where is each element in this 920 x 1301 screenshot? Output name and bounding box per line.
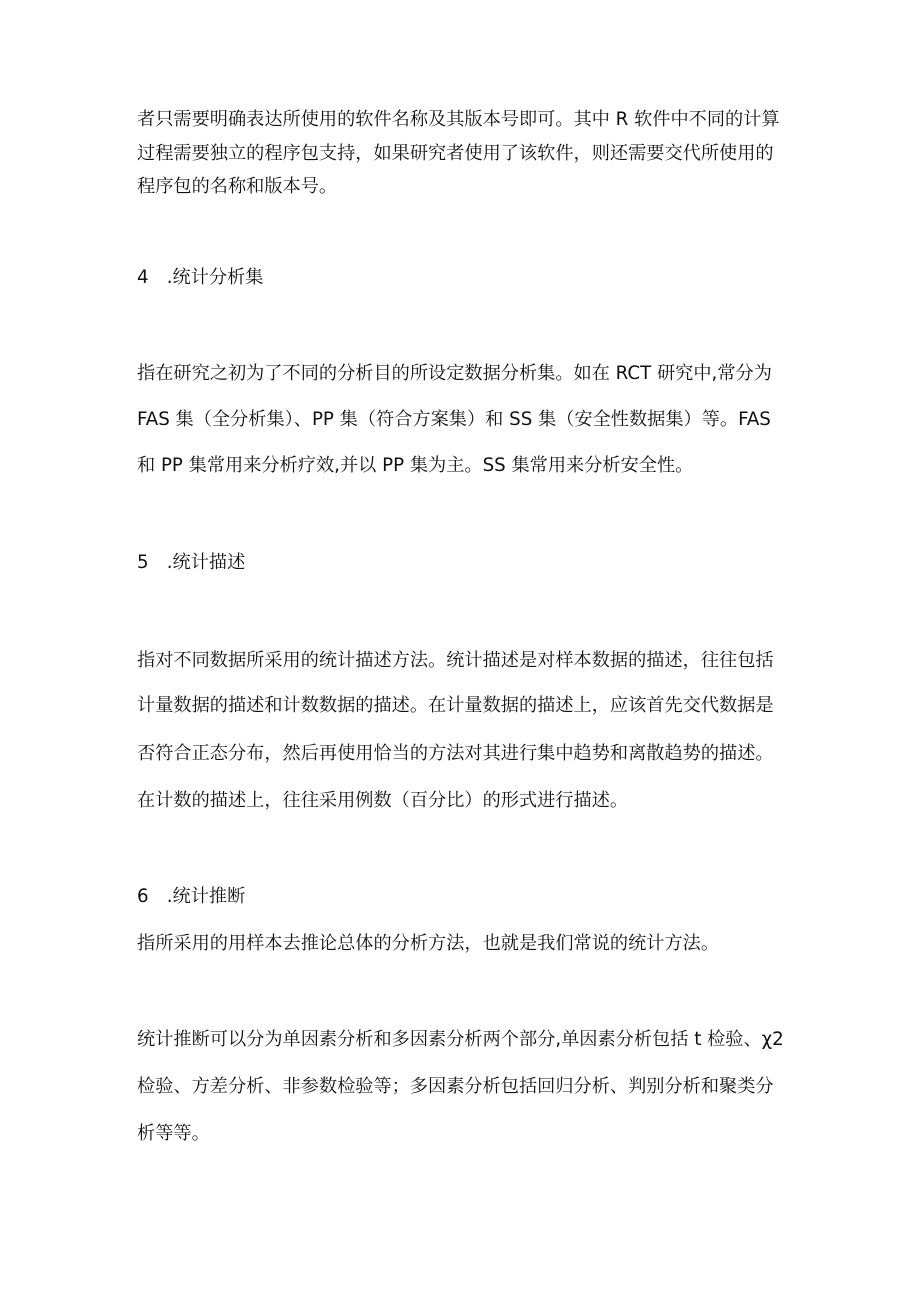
heading-statistical-inference: 6 .统计推断 bbox=[137, 886, 246, 907]
paragraph-analysis-set-line-3: 和 PP 集常用来分析疗效,并以 PP 集为主。SS 集常用来分析安全性。 bbox=[137, 455, 694, 476]
paragraph-analysis-set-line-2: FAS 集（全分析集）、PP 集（符合方案集）和 SS 集（安全性数据集）等。FAS bbox=[137, 409, 771, 430]
paragraph-software-line-2: 过程需要独立的程序包支持，如果研究者使用了该软件，则还需要交代所使用的 bbox=[137, 143, 774, 164]
paragraph-inference-methods-line-2: 检验、方差分析、非参数检验等；多因素分析包括回归分析、判别分析和聚类分 bbox=[137, 1076, 774, 1097]
paragraph-inference-methods-line-3: 析等等。 bbox=[137, 1123, 210, 1144]
paragraph-inference-methods-line-1: 统计推断可以分为单因素分析和多因素分析两个部分,单因素分析包括 t 检验、χ2 bbox=[137, 1029, 784, 1050]
paragraph-description-line-4: 在计数的描述上，往往采用例数（百分比）的形式进行描述。 bbox=[137, 790, 629, 811]
paragraph-software-line-3: 程序包的名称和版本号。 bbox=[137, 176, 338, 197]
paragraph-description-line-2: 计量数据的描述和计数数据的描述。在计量数据的描述上，应该首先交代数据是 bbox=[137, 695, 774, 716]
paragraph-description-line-3: 否符合正态分布，然后再使用恰当的方法对其进行集中趋势和离散趋势的描述。 bbox=[137, 743, 774, 764]
paragraph-description-line-1: 指对不同数据所采用的统计描述方法。统计描述是对样本数据的描述，往往包括 bbox=[137, 650, 774, 671]
heading-statistical-description: 5 .统计描述 bbox=[137, 552, 246, 573]
heading-analysis-set: 4 .统计分析集 bbox=[137, 267, 264, 288]
paragraph-inference-line-1: 指所采用的用样本去推论总体的分析方法，也就是我们常说的统计方法。 bbox=[137, 933, 720, 954]
paragraph-analysis-set-line-1: 指在研究之初为了不同的分析目的所设定数据分析集。如在 RCT 研究中,常分为 bbox=[137, 363, 772, 384]
paragraph-software-line-1: 者只需要明确表达所使用的软件名称及其版本号即可。其中 R 软件中不同的计算 bbox=[137, 109, 780, 130]
